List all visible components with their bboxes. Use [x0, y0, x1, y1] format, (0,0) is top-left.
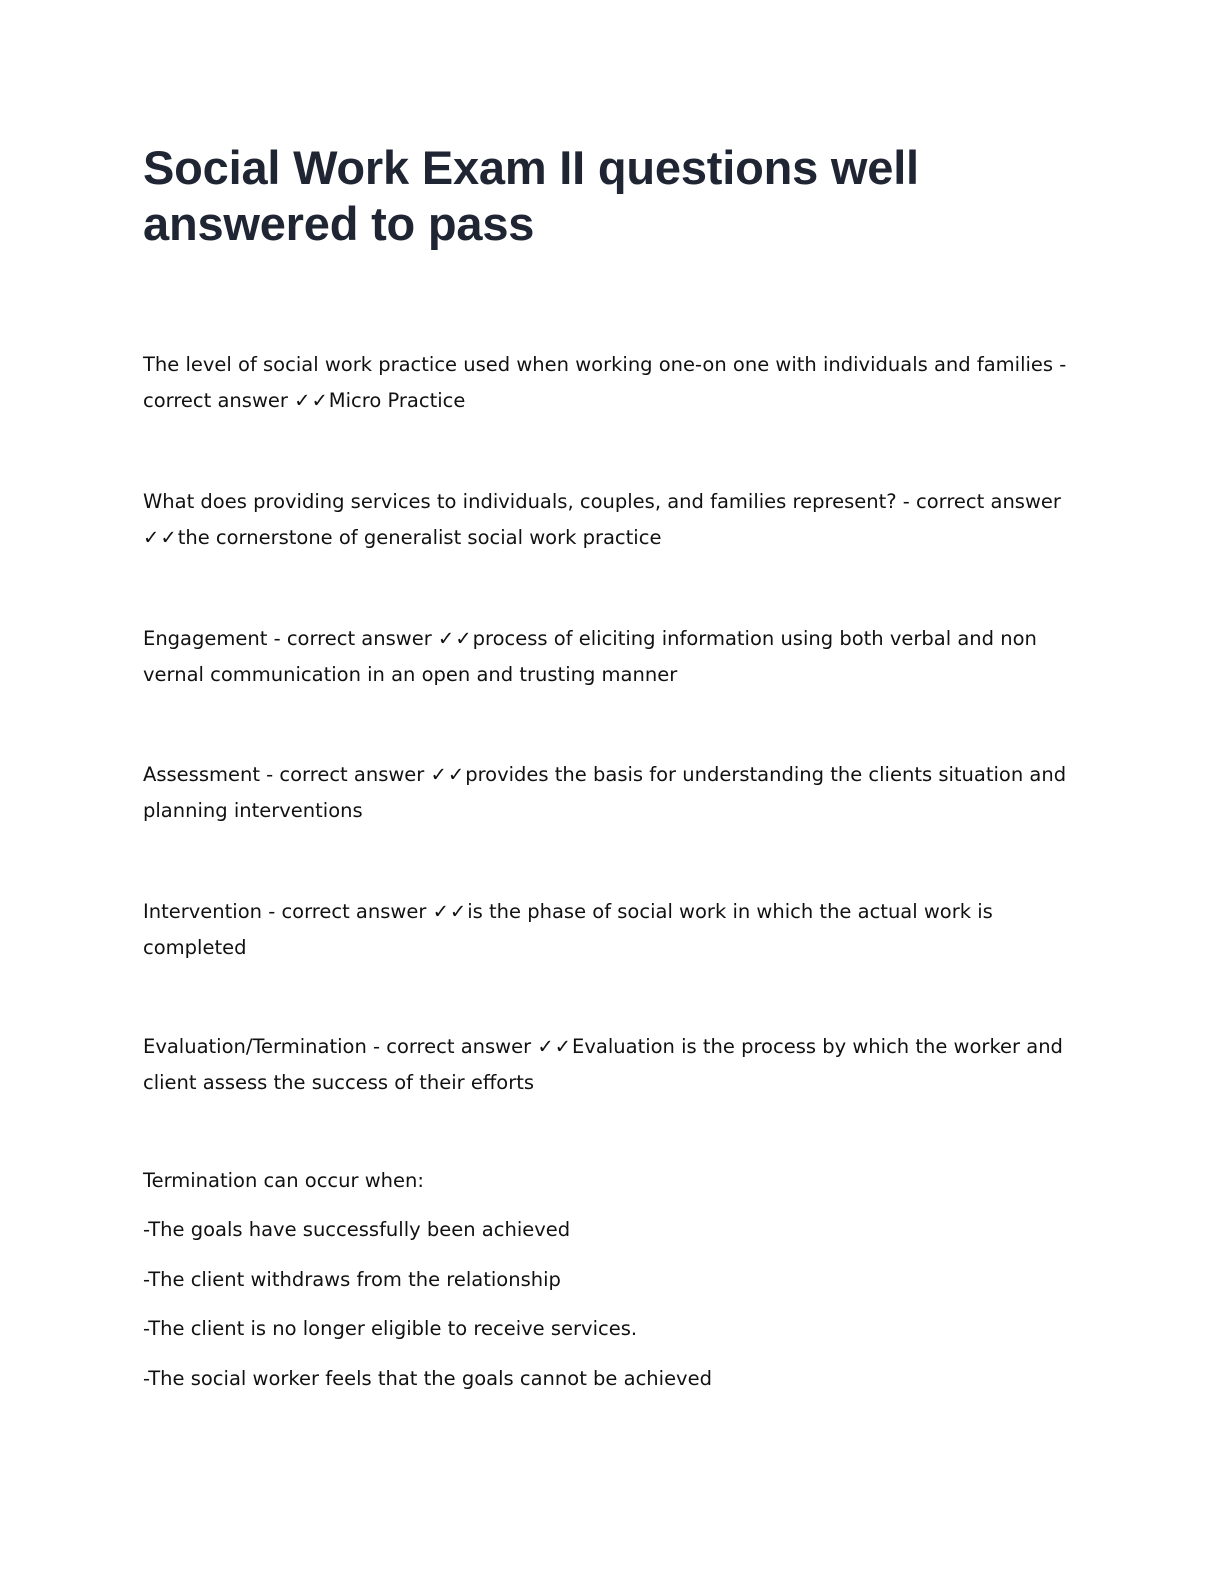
double-check-icon: ✓✓ [294, 389, 329, 412]
qa-item-6 [143, 1029, 1083, 1101]
qa-answer: provides the basis for understanding the clients situation and planning interventions [143, 763, 1067, 822]
qa-question: Engagement - correct answer [143, 627, 438, 650]
termination-item: -The client withdraws from the relationship [143, 1268, 561, 1291]
double-check-icon: ✓✓ [432, 900, 468, 923]
qa-item-2 [143, 484, 1083, 556]
termination-item: -The client is no longer eligible to receive services. [143, 1317, 638, 1340]
double-check-icon: ✓✓ [143, 526, 178, 549]
double-check-icon: ✓✓ [430, 763, 466, 786]
termination-item: -The goals have successfully been achieved [143, 1218, 571, 1241]
qa-question: Evaluation/Termination - correct answer [143, 1035, 538, 1058]
qa-question: Intervention - correct answer [143, 900, 433, 923]
termination-heading: Termination can occur when: [143, 1169, 424, 1192]
qa-answer: process of eliciting information using both verbal and non vernal communication in an open and trusting manner [143, 627, 1037, 686]
termination-item: -The social worker feels that the goals cannot be achieved [143, 1367, 712, 1390]
double-check-icon: ✓✓ [537, 1035, 573, 1058]
qa-item-5 [143, 894, 1083, 966]
qa-answer: Micro Practice [328, 389, 466, 412]
qa-item-1 [143, 347, 1083, 419]
qa-question: The level of social work practice used when working one-on one with individuals and families - correct answer [143, 353, 1067, 412]
document-title: Social Work Exam II questions well answered to pass [143, 141, 919, 250]
qa-answer: the cornerstone of generalist social work practice [177, 526, 662, 549]
qa-question: Assessment - correct answer [143, 763, 431, 786]
qa-item-4 [143, 757, 1083, 829]
double-check-icon: ✓✓ [437, 627, 473, 650]
qa-question: What does providing services to individuals, couples, and families represent? - correct answer [143, 490, 1061, 513]
qa-item-3 [143, 621, 1083, 693]
qa-answer: Evaluation is the process by which the worker and client assess the success of their efforts [143, 1035, 1063, 1094]
qa-answer: is the phase of social work in which the actual work is completed [143, 900, 993, 959]
